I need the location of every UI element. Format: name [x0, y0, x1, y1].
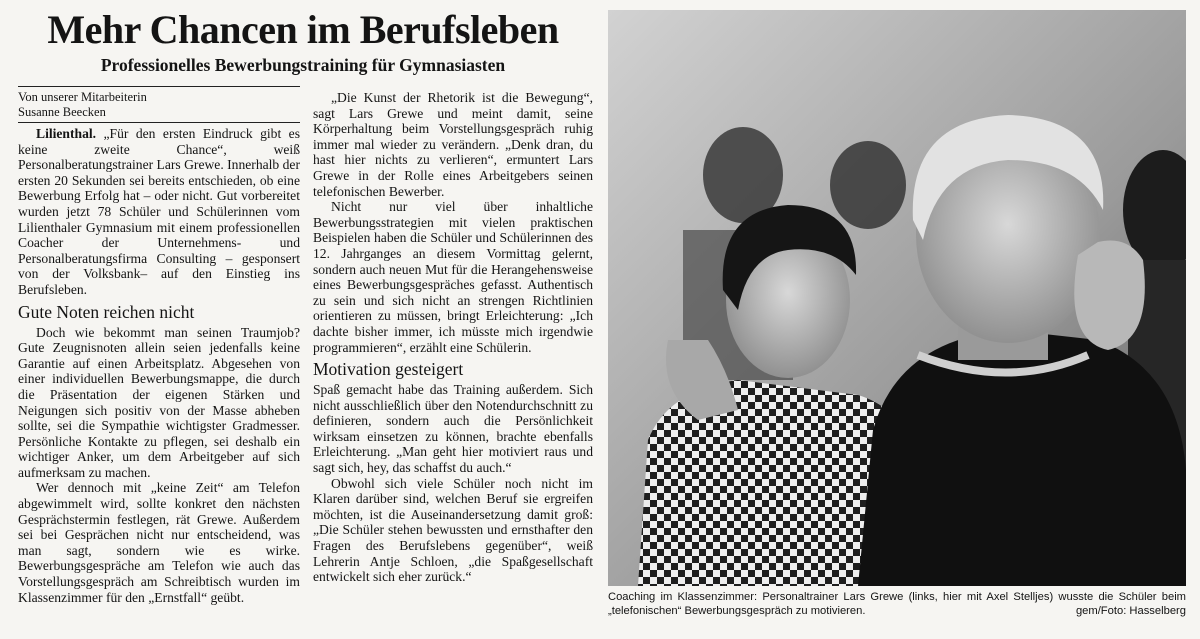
paragraph: Doch wie bekommt man seinen Traumjob? Gute Zeugnisnoten allein seien jedenfalls keine Garantie auf einen Arbeitsplatz. Abgesehen von einer individuellen Bewerbungsmappe, die durch die Präsentation der eigenen Stärken und Neigungen sich positiv von der Masse abheben sollte, sei die Sympathie wichtigster Gradmesser. Persönliche Kontakte zu pflegen, sei deshalb ein wichtiger Anker, um dem Arbeitgeber auf sich aufmerksam zu machen.: [18, 324, 300, 480]
section-heading-motivation: Motivation gesteigert: [313, 359, 464, 380]
paragraph: Nicht nur viel über inhaltliche Bewerbungsstrategien mit vielen praktischen Beispielen haben die Schüler und Schülerinnen des 12. Jahrganges an diesem Vormittag gelernt, sondern auch neuen Mut für die Herangehensweise eines Bewerbungsgespräches gefasst. Authentisch zu sein und sich nicht an strengen Richtlinien orientieren zu müssen, bringt Erleichterung: „Ich dachte bisher immer, ich müsste mich irgendwie programmieren“, erzählt eine Schülerin.: [313, 199, 593, 355]
paragraph: Wer dennoch mit „keine Zeit“ am Telefon abgewimmelt wird, sollte konkret den nächsten Gesprächstermin festlegen, rät Grewe. Außerdem sei bei Gesprächen nicht nur entscheidend, was man sagt, sondern wie es wirke. Bewerbungsgespräche am Telefon wie auch das Vorstellungsgespräch am Schreibtisch wurden im Klassenzimmer für den „Ernstfall“ geübt.: [18, 480, 300, 605]
dateline: Lilienthal.: [36, 126, 97, 141]
photo-caption: Coaching im Klassenzimmer: Personaltrainer Lars Grewe (links, hier mit Axel Stelljes) wusste die Schüler beim „telefonischen“ Bewerbungsgespräch zu motivieren.: [608, 591, 1186, 617]
byline-divider-top: [18, 86, 300, 87]
article-photo: [608, 10, 1186, 586]
paragraph-intro: [18, 126, 300, 298]
article-column-2: [313, 90, 593, 585]
byline-prefix: Von unserer Mitarbeiterin: [18, 90, 147, 104]
photo-credit: gem/Foto: Hasselberg: [1075, 605, 1186, 617]
photo-illustration: [608, 10, 1186, 586]
byline-divider-bottom: [18, 122, 300, 123]
section-heading-gute-noten: Gute Noten reichen nicht: [18, 301, 195, 322]
paragraph-intro-text: „Für den ersten Eindruck gibt es keine zweite Chance“, weiß Personalberatungstrainer Lars Grewe. Innerhalb der ersten 20 Sekunden sei bereits entschieden, ob eine Bewerbung Erfolg hat – oder nicht. Gut vorbereitet wurden jetzt 78 Schüler und Schülerinnen vom Lilienthaler Gymnasium mit einem professionellen Coacher der Unternehmens- und Personalberatungsfirma Consulting – gesponsert von der Volksbank– auf den Einstieg ins Berufsleben.: [18, 126, 300, 297]
paragraph: „Die Kunst der Rhetorik ist die Bewegung“, sagt Lars Grewe und meint damit, seine Körperhaltung beim Vorstellungsgespräch ruhig immer mal wieder zu verändern. „Denk dran, du hast hier nichts zu verlieren“, ermuntert Lars Grewe in der Rolle eines Arbeitgebers seinen telefonischen Bewerber.: [313, 90, 593, 199]
byline: [18, 90, 300, 120]
subheadline: Professionelles Bewerbungstraining für Gymnasiasten: [100, 55, 506, 75]
article-column-1: [18, 126, 300, 605]
paragraph: Obwohl sich viele Schüler noch nicht im Klaren darüber sind, welchen Beruf sie ergreifen möchten, ist die Auseinandersetzung damit groß: „Die Schüler stehen bewussten und ernsthafter den Fragen des Berufslebens gegenüber“, weiß Lehrerin Antje Schloen, „die Spaßgesellschaft entwickelt sich eher zurück.“: [313, 475, 593, 585]
paragraph: Spaß gemacht habe das Training außerdem. Sich nicht ausschließlich über den Notendurchschnitt zu definieren, sondern auch die Persönlichkeit wirksam einsetzen zu können, brachte ebenfalls Erleichterung. „Man geht hier motiviert raus und sagt sich, hey, das schaffst du auch.“: [313, 382, 593, 476]
headline: Mehr Chancen im Berufsleben: [47, 7, 559, 52]
byline-author: Susanne Beecken: [18, 105, 106, 119]
